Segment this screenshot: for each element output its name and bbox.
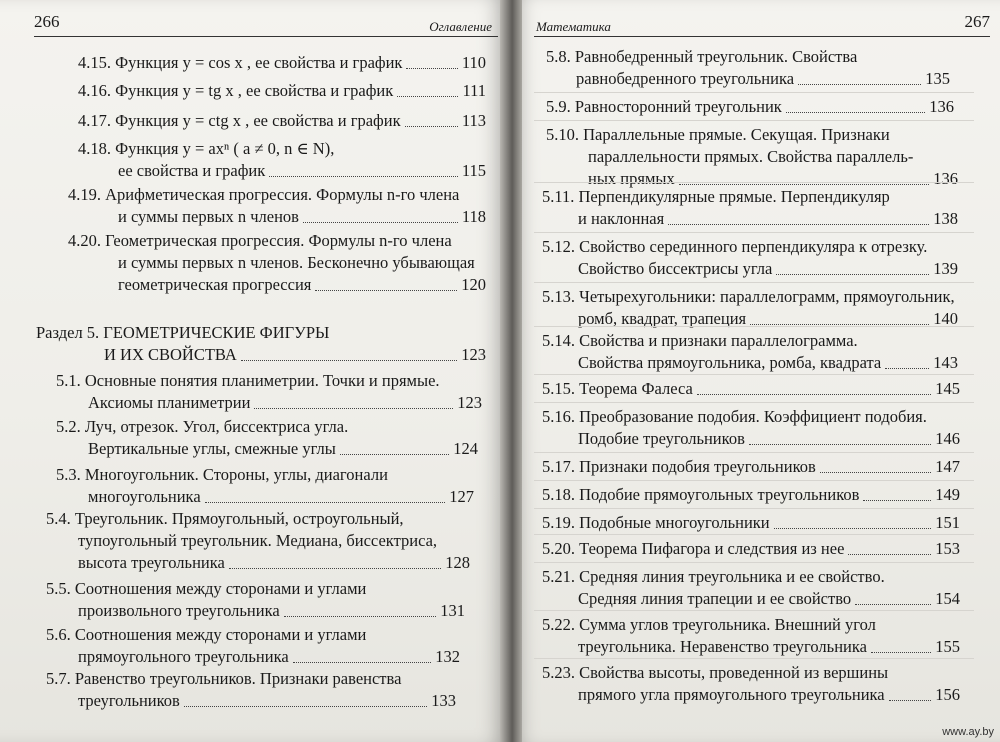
toc-entry-line <box>36 322 486 344</box>
dot-leader <box>848 554 931 555</box>
toc-page-number: 147 <box>935 457 960 476</box>
toc-entry <box>46 624 460 668</box>
dot-leader <box>855 604 931 605</box>
toc-entry <box>56 416 478 460</box>
toc-entry-line <box>542 352 958 374</box>
dot-leader <box>397 96 458 97</box>
entry-separator <box>534 374 974 375</box>
toc-entry-title: тупоугольный треугольник. Медиана, биссектриса, <box>78 531 438 550</box>
toc-entry-title: 5.21. Средняя линия треугольника и ее свойство. <box>542 567 885 586</box>
toc-entry-line <box>542 258 958 280</box>
toc-entry-line <box>56 416 478 438</box>
toc-entry-line <box>542 456 960 478</box>
dot-leader <box>871 652 931 653</box>
toc-entry-line <box>542 378 960 400</box>
toc-entry-title: 5.6. Соотношения между сторонами и углами <box>46 625 367 644</box>
entry-separator <box>534 658 974 659</box>
toc-entry-title: треугольника. Неравенство треугольника <box>578 637 867 656</box>
toc-page-number: 155 <box>935 637 960 656</box>
dot-leader <box>776 274 929 275</box>
toc-page-number: 132 <box>435 647 460 666</box>
toc-entry-title: ее свойства и график <box>118 161 266 180</box>
toc-entry-title: 5.17. Признаки подобия треугольников <box>542 457 816 476</box>
toc-entry-title: 5.8. Равнобедренный треугольник. Свойства <box>546 47 858 66</box>
toc-entry <box>542 186 958 230</box>
toc-page-number: 145 <box>935 379 960 398</box>
toc-entry-title: Свойство биссектрисы угла <box>578 259 773 278</box>
dot-leader <box>750 324 929 325</box>
toc-entry-line <box>542 286 958 308</box>
toc-entry-title: Аксиомы планиметрии <box>88 393 251 412</box>
toc-page-number: 138 <box>933 209 958 228</box>
dot-leader <box>303 222 458 223</box>
toc-entry-title: 5.2. Луч, отрезок. Угол, биссектриса угла. <box>56 417 349 436</box>
toc-entry-title: 5.1. Основные понятия планиметрии. Точки и прямые. <box>56 371 440 390</box>
entry-separator <box>534 182 974 183</box>
toc-page-number: 120 <box>461 275 486 294</box>
toc-entry-line <box>542 684 960 706</box>
toc-entry-line <box>56 392 482 414</box>
toc-page-number: 136 <box>933 169 958 188</box>
entry-separator <box>534 282 974 283</box>
toc-entry-title: 5.20. Теорема Пифагора и следствия из нее <box>542 539 845 558</box>
toc-entry-line <box>78 110 486 132</box>
toc-entry-line <box>56 370 482 392</box>
toc-entry-line <box>542 406 960 428</box>
toc-entry <box>36 322 486 366</box>
toc-entry-line <box>546 124 958 146</box>
page-number: 266 <box>34 12 60 31</box>
toc-entry-line <box>56 486 474 508</box>
toc-page-number: 133 <box>431 691 456 710</box>
toc-entry <box>68 184 486 228</box>
toc-entry <box>542 512 960 534</box>
toc-entry <box>542 614 960 658</box>
toc-entry-title: геометрическая прогрессия <box>118 275 312 294</box>
toc-entry-line <box>78 52 486 74</box>
toc-entry <box>546 124 958 190</box>
dot-leader <box>241 360 457 361</box>
toc-entry-title: ромб, квадрат, трапеция <box>578 309 747 328</box>
dot-leader <box>749 444 931 445</box>
toc-entry-title: 4.20. Геометрическая прогрессия. Формулы n-го члена <box>68 231 452 250</box>
entry-separator <box>534 534 974 535</box>
dot-leader <box>254 408 453 409</box>
page-number: 267 <box>964 12 990 31</box>
entry-separator <box>534 610 974 611</box>
toc-entry-title: равнобедренного треугольника <box>576 69 795 88</box>
toc-entry-line <box>542 588 960 610</box>
toc-entry <box>542 330 958 374</box>
toc-entry-title: 4.15. Функция y = cos x , ее свойства и график <box>78 53 403 72</box>
dot-leader <box>269 176 458 177</box>
toc-entry-line <box>546 68 950 90</box>
toc-entry <box>546 46 950 90</box>
toc-page-number: 115 <box>461 161 486 180</box>
dot-leader <box>668 224 929 225</box>
toc-entry-line <box>546 96 954 118</box>
toc-page-number: 143 <box>933 353 958 372</box>
toc-entry-title: 5.14. Свойства и признаки параллелограмма. <box>542 331 858 350</box>
toc-entry-line <box>68 184 486 206</box>
toc-entry-title: Средняя линия трапеции и ее свойство <box>578 589 852 608</box>
toc-entry-title: прямого угла прямоугольного треугольника <box>578 685 885 704</box>
dot-leader <box>205 502 446 503</box>
toc-entry-line <box>546 46 950 68</box>
toc-page-number: 149 <box>935 485 960 504</box>
toc-page-number: 127 <box>449 487 474 506</box>
dot-leader <box>340 454 449 455</box>
toc-entry-title: и наклонная <box>578 209 665 228</box>
toc-page-number: 156 <box>935 685 960 704</box>
running-head: Оглавление <box>429 19 492 34</box>
toc-entry-title: прямоугольного треугольника <box>78 647 289 666</box>
toc-page-number: 110 <box>461 53 486 72</box>
toc-entry-line <box>542 512 960 534</box>
toc-entry-title: 5.7. Равенство треугольников. Признаки равенства <box>46 669 402 688</box>
toc-page-number: 123 <box>457 393 482 412</box>
toc-entry-title: 5.3. Многоугольник. Стороны, углы, диагонали <box>56 465 388 484</box>
running-head: Математика <box>536 19 611 34</box>
toc-page-number: 113 <box>461 111 486 130</box>
toc-entry-line <box>46 646 460 668</box>
toc-entry <box>46 508 470 574</box>
toc-entry-line <box>542 186 958 208</box>
toc-entry <box>78 110 486 132</box>
toc-page-number: 123 <box>461 345 486 364</box>
entry-separator <box>534 480 974 481</box>
toc-entry-line <box>68 252 486 274</box>
toc-entry-title: 5.9. Равносторонний треугольник <box>546 97 782 116</box>
toc-entry-title: 5.10. Параллельные прямые. Секущая. Признаки <box>546 125 890 144</box>
toc-entry <box>56 464 474 508</box>
toc-entry-line <box>542 636 960 658</box>
toc-entry-line <box>68 230 486 252</box>
dot-leader <box>863 500 931 501</box>
toc-entry-title: 5.4. Треугольник. Прямоугольный, остроугольный, <box>46 509 404 528</box>
toc-entry-title: 5.12. Свойство серединного перпендикуляра к отрезку. <box>542 237 928 256</box>
toc-entry-title: 5.18. Подобие прямоугольных треугольников <box>542 485 860 504</box>
entry-separator <box>534 562 974 563</box>
entry-separator <box>534 120 974 121</box>
toc-entry-line <box>46 600 465 622</box>
dot-leader <box>315 290 457 291</box>
toc-page-number: 118 <box>461 207 486 226</box>
entry-separator <box>534 452 974 453</box>
toc-entry-line <box>56 438 478 460</box>
toc-entry-line <box>46 668 456 690</box>
toc-entry <box>46 668 456 712</box>
toc-page-number: 135 <box>925 69 950 88</box>
toc-entry-title: 5.23. Свойства высоты, проведенной из вершины <box>542 663 889 682</box>
toc-entry-title: многоугольника <box>88 487 201 506</box>
dot-leader <box>885 368 929 369</box>
toc-page-number: 128 <box>445 553 470 572</box>
toc-entry-line <box>68 206 486 228</box>
toc-entry-title: треугольников <box>78 691 180 710</box>
toc-entry-line <box>542 236 958 258</box>
toc-entry <box>542 566 960 610</box>
toc-page-number: 124 <box>453 439 478 458</box>
toc-entry-title: 5.16. Преобразование подобия. Коэффициент подобия. <box>542 407 927 426</box>
toc-entry <box>68 230 486 296</box>
toc-entry-line <box>546 146 958 168</box>
toc-entry-line <box>78 160 486 182</box>
toc-entry-title: и суммы первых n членов <box>118 207 299 226</box>
toc-entry-line <box>542 484 960 506</box>
toc-entry-title: ных прямых <box>588 169 675 188</box>
right-page-header <box>534 10 990 37</box>
toc-page-number: 153 <box>935 539 960 558</box>
toc-entry-title: 5.19. Подобные многоугольники <box>542 513 770 532</box>
toc-entry-title: 4.18. Функция y = axⁿ ( a ≠ 0, n ∈ N), <box>78 139 335 158</box>
toc-entry <box>78 52 486 74</box>
toc-entry-line <box>78 80 486 102</box>
toc-entry <box>542 662 960 706</box>
dot-leader <box>798 84 921 85</box>
toc-entry-title: 4.16. Функция y = tg x , ее свойства и график <box>78 81 394 100</box>
dot-leader <box>786 112 925 113</box>
toc-entry <box>542 456 960 478</box>
toc-entry-line <box>46 508 470 530</box>
entry-separator <box>534 92 974 93</box>
toc-entry <box>56 370 482 414</box>
dot-leader <box>293 662 432 663</box>
toc-entry-title: Подобие треугольников <box>578 429 745 448</box>
toc-entry-line <box>46 578 465 600</box>
toc-entry-line <box>542 662 960 684</box>
toc-entry-line <box>78 138 486 160</box>
toc-entry-line <box>542 428 960 450</box>
toc-entry-line <box>46 690 456 712</box>
toc-entry-title: высота треугольника <box>78 553 225 572</box>
toc-entry-title: Раздел 5. ГЕОМЕТРИЧЕСКИЕ ФИГУРЫ <box>36 323 330 342</box>
toc-entry <box>542 236 958 280</box>
dot-leader <box>406 68 457 69</box>
toc-entry-title: 5.13. Четырехугольники: параллелограмм, прямоугольник, <box>542 287 955 306</box>
toc-page-number: 139 <box>933 259 958 278</box>
toc-entry-title: и суммы первых n членов. Бесконечно убывающая <box>118 253 475 272</box>
toc-entry-line <box>36 344 486 366</box>
toc-entry-line <box>68 274 486 296</box>
toc-page-number: 151 <box>935 513 960 532</box>
toc-entry-line <box>542 538 960 560</box>
dot-leader <box>284 616 437 617</box>
dot-leader <box>697 394 931 395</box>
toc-entry-title: 4.19. Арифметическая прогрессия. Формулы n-го члена <box>68 185 460 204</box>
toc-entry-line <box>542 566 960 588</box>
toc-page-number: 136 <box>929 97 954 116</box>
toc-entry-line <box>46 624 460 646</box>
dot-leader <box>229 568 441 569</box>
toc-entry-title: 5.15. Теорема Фалеса <box>542 379 693 398</box>
dot-leader <box>184 706 427 707</box>
toc-page-number: 146 <box>935 429 960 448</box>
toc-entry-line <box>542 208 958 230</box>
toc-entry-title: Свойства прямоугольника, ромба, квадрата <box>578 353 882 372</box>
toc-entry-title: параллельности прямых. Свойства параллель- <box>588 147 914 166</box>
toc-entry <box>546 96 954 118</box>
toc-entry-line <box>542 330 958 352</box>
left-page-header <box>34 10 498 37</box>
toc-entry-title: 5.11. Перпендикулярные прямые. Перпендикуляр <box>542 187 890 206</box>
toc-entry <box>542 538 960 560</box>
toc-entry <box>78 138 486 182</box>
toc-entry-title: 5.5. Соотношения между сторонами и углами <box>46 579 367 598</box>
toc-entry <box>46 578 465 622</box>
toc-page-number: 154 <box>935 589 960 608</box>
toc-entry <box>542 286 958 330</box>
entry-separator <box>534 402 974 403</box>
toc-entry-line <box>46 552 470 574</box>
right-page <box>514 0 1000 742</box>
entry-separator <box>534 232 974 233</box>
toc-entry-line <box>56 464 474 486</box>
toc-entry <box>542 406 960 450</box>
watermark: www.ay.by <box>942 726 994 738</box>
toc-page-number: 131 <box>440 601 465 620</box>
entry-separator <box>534 508 974 509</box>
toc-entry-title: 5.22. Сумма углов треугольника. Внешний угол <box>542 615 876 634</box>
toc-entry <box>542 378 960 400</box>
toc-entry-line <box>46 530 470 552</box>
entry-separator <box>534 326 974 327</box>
dot-leader <box>774 528 932 529</box>
toc-entry <box>542 484 960 506</box>
toc-entry <box>78 80 486 102</box>
dot-leader <box>405 126 458 127</box>
toc-entry-line <box>542 614 960 636</box>
toc-page-number: 140 <box>933 309 958 328</box>
toc-entry-title: И ИХ СВОЙСТВА <box>104 345 237 364</box>
toc-entry-title: Вертикальные углы, смежные углы <box>88 439 336 458</box>
dot-leader <box>889 700 932 701</box>
book-gutter <box>500 0 522 742</box>
dot-leader <box>820 472 931 473</box>
toc-entry-title: произвольного треугольника <box>78 601 280 620</box>
dot-leader <box>679 184 930 185</box>
toc-page-number: 111 <box>462 81 486 100</box>
toc-entry-title: 4.17. Функция y = ctg x , ее свойства и график <box>78 111 401 130</box>
